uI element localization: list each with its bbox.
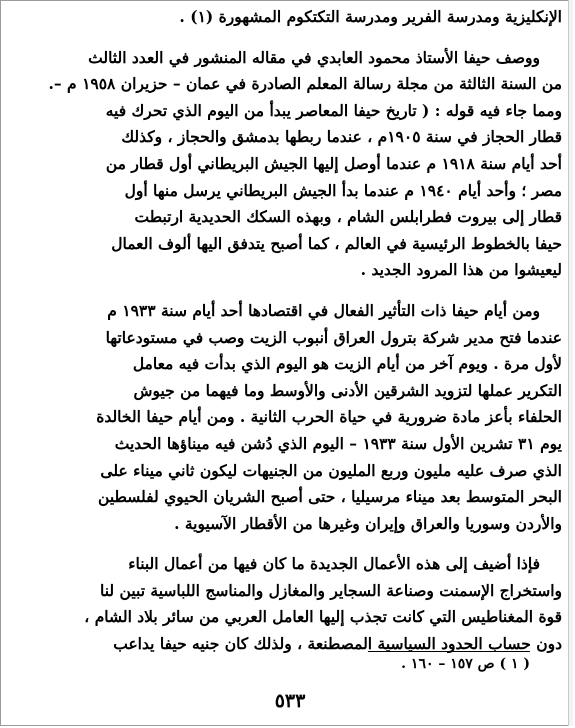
text-line: أحد أيام سنة ١٩١٨ م عندما أوصل إليها الجيش البريطاني أول قطار من bbox=[105, 153, 562, 173]
text-line: البحر المتوسط بعد ميناء مرسيليا ، حتى أصبح الشريان الحيوي لفلسطين bbox=[98, 487, 562, 507]
paragraph-1 bbox=[40, 4, 562, 31]
paragraph-3 bbox=[40, 298, 562, 537]
text-line: الذي صرف عليه مليون وربع المليون من الجنيهات ليكون ثاني ميناء على bbox=[100, 460, 562, 480]
footnote-rule bbox=[368, 651, 530, 652]
text-line: ووصف حيفا الأستاذ محمود العابدي في مقاله المنشور في العدد الثالث bbox=[88, 47, 540, 67]
text-line: حيفا بالخطوط الرئيسية في العالم ، كما أصبح يتدفق اليها ألوف العمال bbox=[111, 233, 562, 253]
text-line: ليعيشوا من هذا المرود الجديد . bbox=[360, 260, 562, 280]
text-line: من السنة الثالثة من مجلة رسالة المعلم الصادرة في عمان – حزيران ١٩٥٨ م –. bbox=[48, 74, 562, 94]
paragraph-gap bbox=[40, 284, 562, 298]
text-line: الحلفاء بأعز مادة ضرورية في حياة الحرب الثانية . ومن أيام حيفا الخالدة bbox=[96, 407, 562, 427]
text-line: دون حساب الحدود السياسية المصطنعة ، ولذلك كان جنيه حيفا يداعب bbox=[113, 634, 562, 654]
paragraph-gap bbox=[40, 537, 562, 551]
footnote: ( ١ ) ص ١٥٧ – ١٦٠ . bbox=[401, 656, 530, 672]
paragraph-gap bbox=[40, 31, 562, 45]
text-line: ومن أيام حيفا ذات التأثير الفعال في اقتصادها أحد أيام سنة ١٩٣٣ م bbox=[107, 300, 540, 320]
scrollbar-edge bbox=[568, 0, 573, 726]
document-body bbox=[40, 4, 562, 658]
text-line: مصر ؛ وأحد أيام ١٩٤٠ م عندما بدأ الجيش البريطاني يرسل منها أول bbox=[124, 180, 562, 200]
text-line: واستخراج الإسمنت وصناعة السجاير والمغازل والمناسج اللباسية تبين لنا bbox=[100, 580, 562, 600]
text-line: عندما فتح مدير شركة بترول العراق أنبوب الزيت وصب في مستودعاتها bbox=[105, 327, 562, 347]
text-line: الإنكليزية ومدرسة الفرير ومدرسة التكتكوم المشهورة (١) . bbox=[179, 7, 562, 26]
text-line: قطار الحجاز في سنة ١٩٠٥م ، عندما ربطها بدمشق والحجاز ، وكذلك bbox=[121, 127, 562, 147]
paragraph-4 bbox=[40, 551, 562, 657]
paragraph-2 bbox=[40, 45, 562, 284]
text-line: يوم ٣١ تشرين الأول سنة ١٩٣٣ – اليوم الذي دُشن فيه ميناؤها الحديث bbox=[114, 433, 562, 453]
text-line: لأول مرة . ويوم آخر من أيام الزيت هو اليوم الذي بدأت فيه معامل bbox=[132, 354, 562, 374]
text-line: ومما جاء فيه قوله : ( تاريخ حيفا المعاصر يبدأ من اليوم الذي تحرك فيه bbox=[105, 100, 562, 120]
text-line: قطار إلى بيروت فطرابلس الشام ، وبهذه السكك الحديدية ارتبطت bbox=[134, 207, 562, 227]
text-line: فإذا أضيف إلى هذه الأعمال الجديدة ما كان فيها من أعمال البناء bbox=[128, 554, 540, 574]
text-line: التكرير عملها لتزويد الشرقين الأدنى والأوسط وما فيهما من جيوش bbox=[133, 380, 562, 400]
page-number: ٥٣٣ bbox=[274, 690, 306, 712]
text-line: والأردن وسوريا والعراق وإيران وغيرها من الأقطار الآسيوية . bbox=[174, 513, 562, 533]
text-line: قوة المغناطيس التي كانت تجذب إليها العامل العربي من سائر بلاد الشام ، bbox=[84, 607, 562, 627]
